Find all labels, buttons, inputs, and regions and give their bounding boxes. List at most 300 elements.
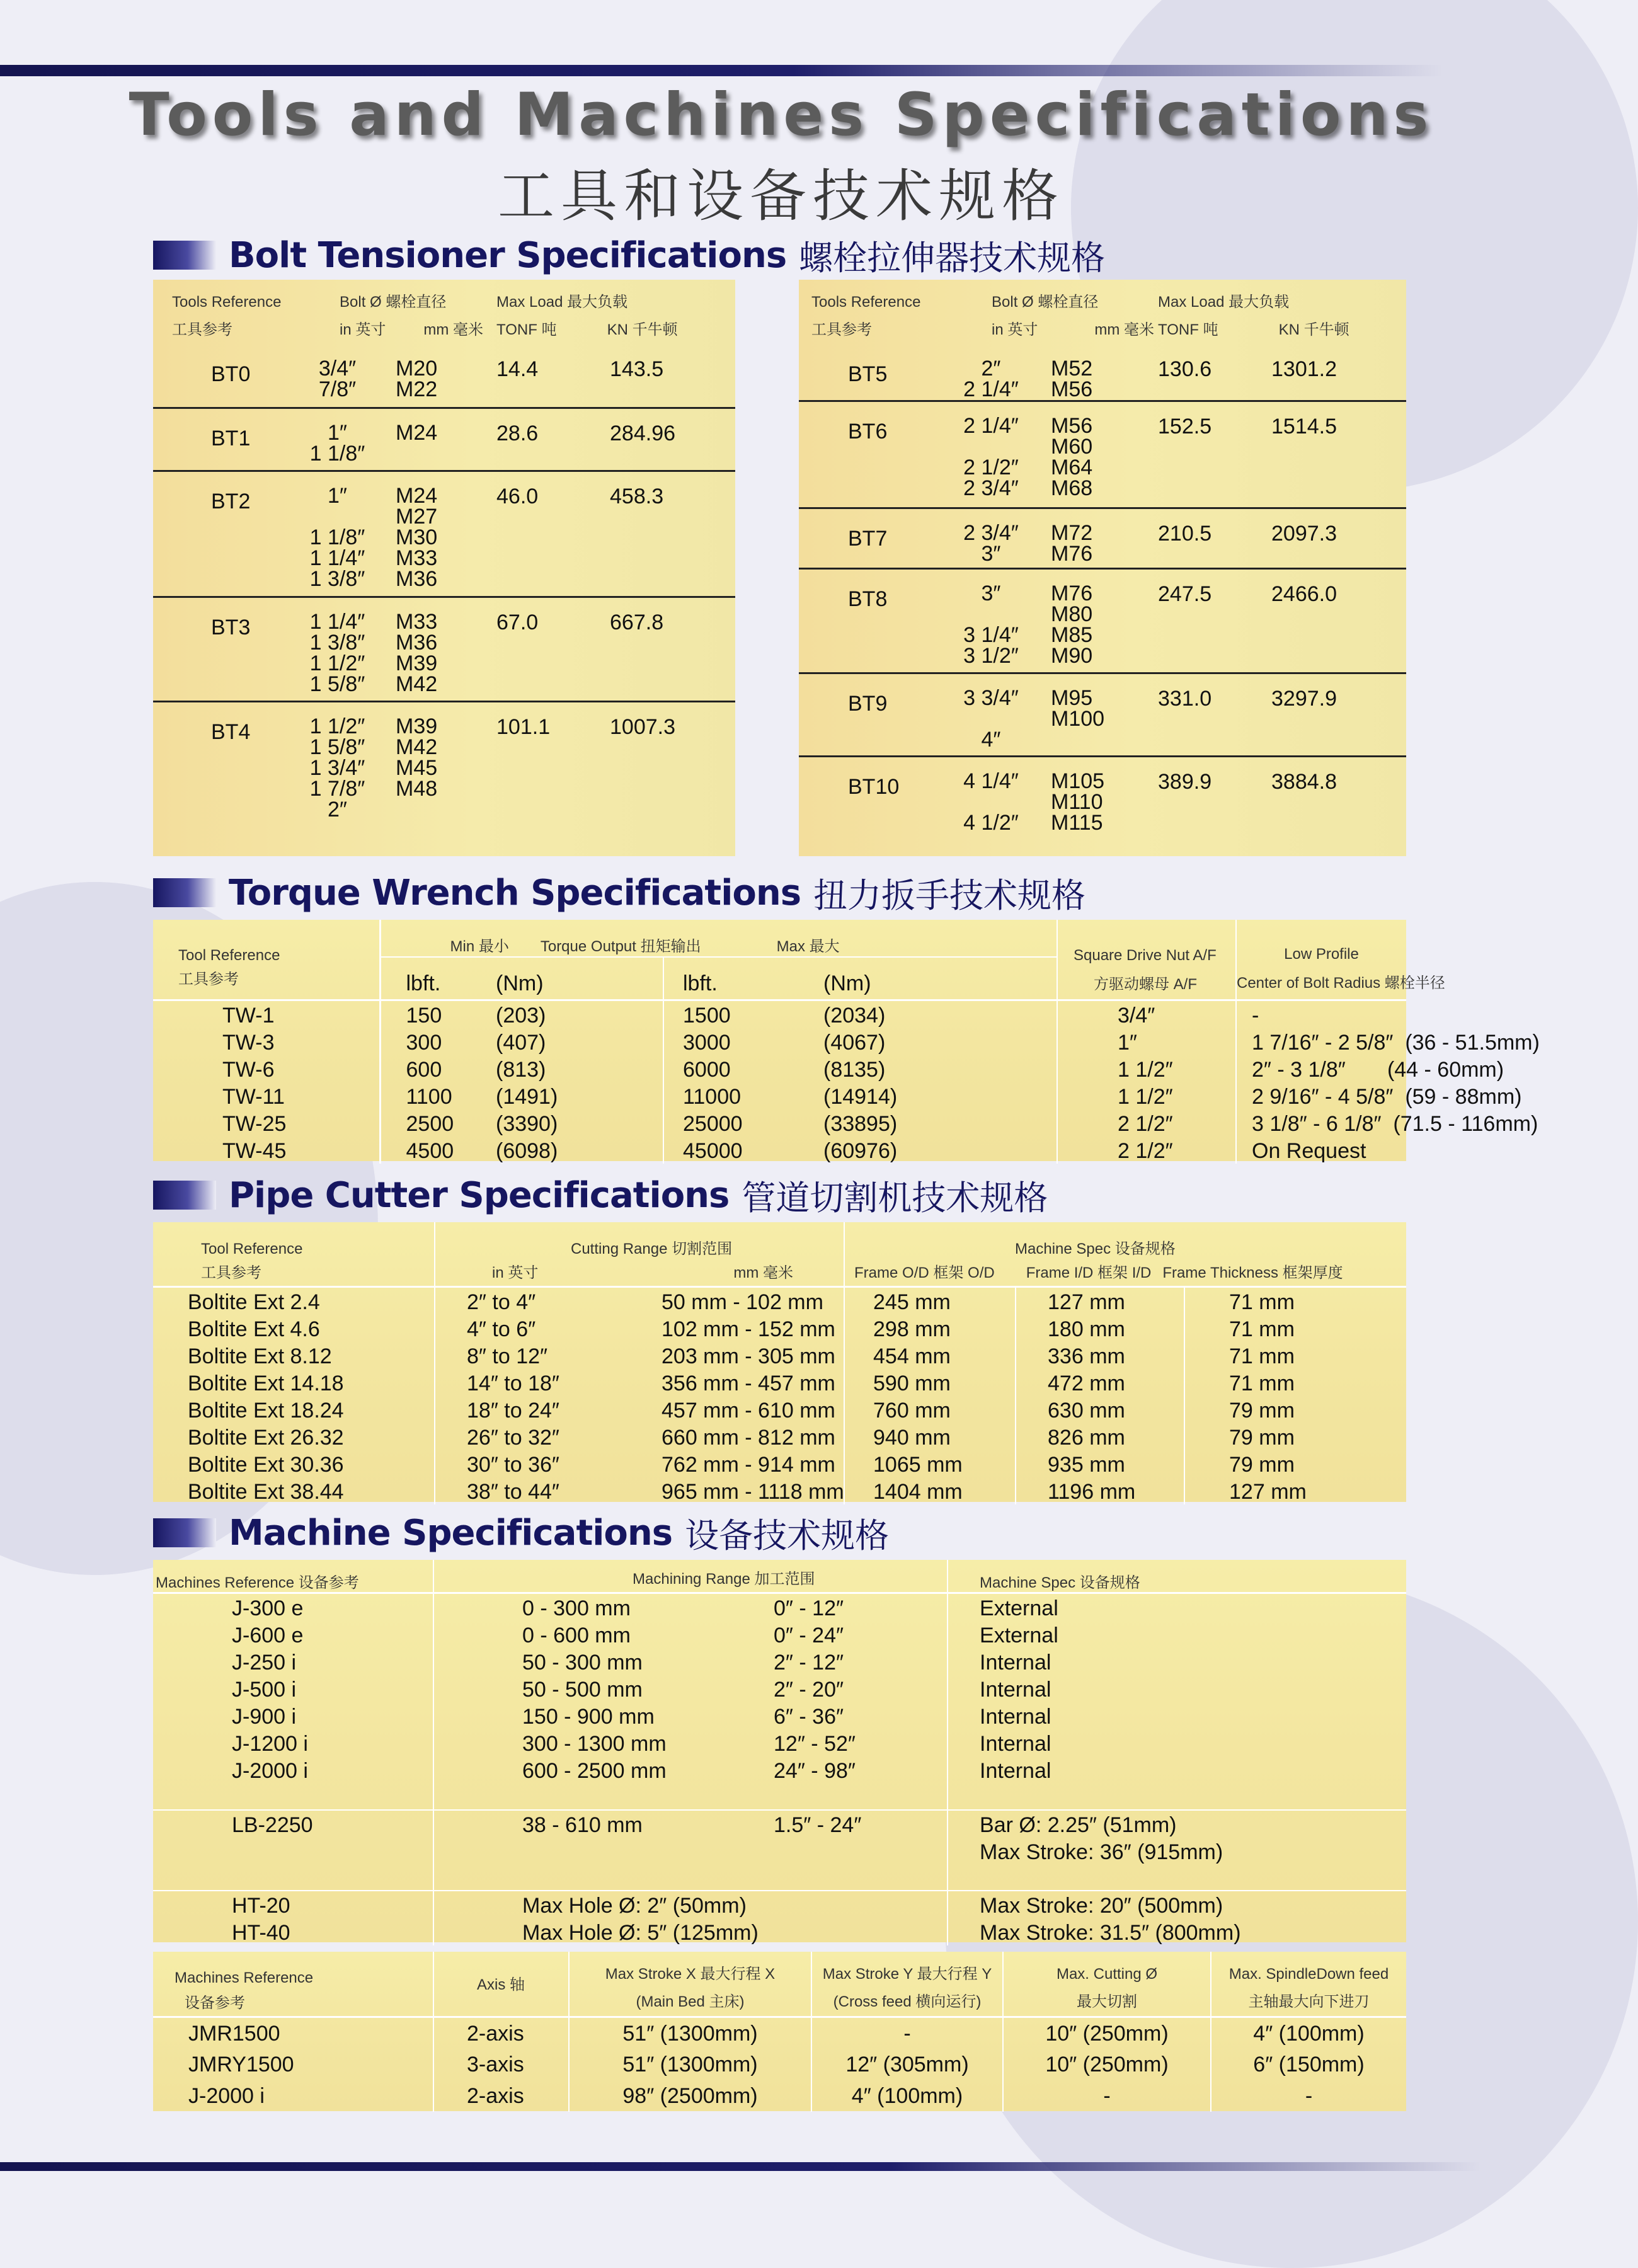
bolt-reference: BT1 — [153, 408, 279, 471]
pipe-row — [153, 1396, 1406, 1423]
machine-axis-table — [153, 1952, 1406, 2112]
bolt-reference: BT9 — [799, 673, 931, 757]
torque-row — [153, 1028, 1406, 1055]
axis: 3-axis — [433, 2049, 569, 2080]
header-machining-range: Machining Range 加工范围 — [433, 1560, 948, 1593]
min-lbft: 1100 — [406, 1085, 452, 1109]
machining-range-mm — [433, 1865, 755, 1891]
frame-thickness: 71 mm — [1229, 1290, 1295, 1314]
bolt-kn: 667.8 — [604, 597, 735, 701]
header-min: Min 最小 — [450, 938, 509, 955]
frame-od: 454 mm — [844, 1342, 1016, 1369]
bolt-mm: M95 M100 — [1051, 673, 1158, 757]
bolt-mm: M20 M22 — [396, 345, 496, 408]
min-lbft: 4500 — [406, 1139, 454, 1163]
cutting-range-inch: 30″ to 36″ — [467, 1452, 559, 1477]
machine-row — [153, 1865, 1406, 1891]
bolt-row — [799, 569, 1406, 673]
tool-reference: TW-45 — [153, 1137, 380, 1164]
machine-row — [153, 1729, 1406, 1756]
machine-spec: Internal — [980, 1678, 1051, 1702]
bolt-row — [153, 471, 735, 597]
cutting-range-inch: 2″ to 4″ — [467, 1290, 536, 1314]
max-lbft: 1500 — [683, 1004, 731, 1028]
header-frame-od: Frame O/D 框架 O/D — [854, 1264, 995, 1281]
machine-reference — [153, 1838, 433, 1865]
frame-thickness: 79 mm — [1229, 1425, 1295, 1450]
header-square-drive-cn: 方驱动螺母 A/F — [1094, 976, 1198, 993]
machining-range-mm — [433, 1838, 755, 1865]
bolt-row — [153, 597, 735, 701]
pipe-table — [153, 1222, 1406, 1504]
bolt-reference: BT3 — [153, 597, 279, 701]
square-drive: 2 1/2″ — [1057, 1109, 1236, 1137]
machine-row — [153, 1756, 1406, 1784]
bolt-tonf: 130.6 — [1158, 345, 1265, 401]
machining-range-inch: 0″ - 24″ — [755, 1621, 948, 1648]
square-drive: 1 1/2″ — [1057, 1055, 1236, 1082]
section-marker — [153, 241, 216, 270]
machining-range-inch: 2″ - 20″ — [755, 1675, 948, 1702]
frame-od: 1404 mm — [844, 1477, 1016, 1504]
low-profile-radius: 1 7/16″ - 2 5/8″ (36 - 51.5mm) — [1252, 1031, 1540, 1055]
machining-range-inch: 0″ - 12″ — [755, 1593, 948, 1622]
tool-reference: TW-25 — [153, 1109, 380, 1137]
machine-spec: Internal — [980, 1651, 1051, 1675]
machine-reference: HT-20 — [153, 1891, 433, 1918]
machine-reference: J-1200 i — [153, 1729, 433, 1756]
frame-od: 590 mm — [844, 1369, 1016, 1396]
machine-spec — [948, 1784, 1406, 1810]
bolt-row — [153, 701, 735, 820]
bolt-mm: M39 M42 M45 M48 — [396, 714, 438, 801]
machine-spec: External — [980, 1596, 1058, 1620]
header-machines-reference: Machines Reference 设备参考 — [153, 1560, 433, 1593]
max-cutting: 10″ (250mm) — [1003, 2017, 1211, 2049]
tool-reference: Boltite Ext 26.32 — [153, 1423, 435, 1450]
machining-range-inch: 1.5″ - 24″ — [755, 1810, 948, 1838]
frame-thickness: 71 mm — [1229, 1317, 1295, 1341]
min-nm: (813) — [474, 1055, 663, 1082]
max-nm: (60976) — [770, 1137, 1057, 1164]
cutting-range-inch: 4″ to 6″ — [467, 1317, 536, 1341]
frame-od: 1065 mm — [844, 1450, 1016, 1477]
bolt-tonf: 247.5 — [1158, 569, 1265, 673]
bolt-tonf: 46.0 — [496, 471, 604, 597]
square-drive: 3/4″ — [1057, 1000, 1236, 1029]
section-marker — [153, 1518, 216, 1547]
bolt-row — [799, 757, 1406, 849]
min-lbft: 150 — [406, 1004, 442, 1028]
bolt-tonf: 210.5 — [1158, 508, 1265, 569]
machine-row — [153, 1593, 1406, 1622]
header-bolt-diameter: Bolt Ø 螺栓直径 — [992, 294, 1099, 311]
machine-row — [153, 1621, 1406, 1648]
tool-reference: Boltite Ext 4.6 — [153, 1315, 435, 1342]
header-tools-reference: Tools Reference — [811, 294, 921, 311]
square-drive: 1″ — [1057, 1028, 1236, 1055]
axis: 2-axis — [433, 2017, 569, 2049]
cutting-range-inch: 8″ to 12″ — [467, 1344, 548, 1368]
header-tool-reference: Tool Reference — [201, 1240, 303, 1257]
frame-od: 245 mm — [844, 1286, 1016, 1315]
bolt-inch: 2″ 2 1/4″ — [931, 345, 1051, 401]
max-nm: (2034) — [770, 1000, 1057, 1029]
frame-id: 935 mm — [1016, 1450, 1184, 1477]
tool-reference: Boltite Ext 14.18 — [153, 1369, 435, 1396]
min-nm: (6098) — [474, 1137, 663, 1164]
max-stroke-y: - — [811, 2017, 1003, 2049]
header-torque-output: Torque Output 扭矩输出 — [540, 938, 701, 955]
machine-reference: J-600 e — [153, 1621, 433, 1648]
bolt-reference: BT4 — [211, 719, 251, 744]
bolt-tonf: 331.0 — [1158, 673, 1265, 757]
tool-reference: Boltite Ext 30.36 — [153, 1450, 435, 1477]
max-stroke-y: 4″ (100mm) — [811, 2080, 1003, 2112]
machining-range-mm: 600 - 2500 mm — [522, 1759, 667, 1783]
bolt-inch: 3″ 3 1/4″ 3 1/2″ — [931, 569, 1051, 673]
low-profile-radius: On Request — [1252, 1139, 1366, 1163]
section-heading-torque — [153, 871, 1085, 915]
frame-od: 760 mm — [844, 1396, 1016, 1423]
section-title: Pipe Cutter Specifications — [229, 1174, 730, 1216]
header-tool-reference-cn: 工具参考 — [201, 1264, 261, 1281]
frame-od: 940 mm — [844, 1423, 1016, 1450]
section-heading-machine — [153, 1511, 889, 1555]
low-profile-radius: - — [1252, 1004, 1259, 1028]
bolt-reference: BT5 — [799, 345, 931, 401]
header-main-bed: (Main Bed 主床) — [636, 1993, 745, 2010]
bolt-row — [799, 508, 1406, 569]
machine-table — [153, 1560, 1406, 1945]
torque-row — [153, 1082, 1406, 1109]
header-tonf: TONF 吨 — [1158, 321, 1218, 338]
bolt-tonf: 152.5 — [1158, 401, 1265, 508]
machining-range-inch — [755, 1784, 948, 1810]
bolt-kn: 2466.0 — [1265, 569, 1406, 673]
bolt-kn: 458.3 — [604, 471, 735, 597]
min-lbft: 300 — [406, 1031, 442, 1055]
header-kn: KN 千牛顿 — [1278, 321, 1349, 338]
machine-spec — [948, 1865, 1406, 1891]
bolt-inch: 3/4″ 7/8″ — [279, 345, 396, 408]
machine-reference: J-250 i — [153, 1648, 433, 1675]
machine-axis-row — [153, 2080, 1406, 2112]
header-machines-reference-cn: 设备参考 — [185, 1995, 245, 2012]
cutting-range-inch: 38″ to 44″ — [467, 1479, 559, 1504]
frame-thickness: 71 mm — [1229, 1371, 1295, 1395]
max-spindle-feed: 4″ (100mm) — [1253, 2022, 1365, 2046]
tool-reference: Boltite Ext 2.4 — [153, 1286, 435, 1315]
machining-range-inch: 6″ - 36″ — [755, 1702, 948, 1729]
frame-id: 127 mm — [1016, 1286, 1184, 1315]
machine-axis-row — [153, 2017, 1406, 2049]
tool-reference: TW-6 — [153, 1055, 380, 1082]
machine-spec: Internal — [980, 1732, 1051, 1756]
header-stroke-x: Max Stroke X 最大行程 X — [605, 1966, 776, 1983]
frame-thickness: 79 mm — [1229, 1452, 1295, 1477]
header-frame-thickness: Frame Thickness 框架厚度 — [1162, 1264, 1343, 1281]
bolt-kn: 1301.2 — [1265, 345, 1406, 401]
machine-reference — [153, 1784, 433, 1810]
max-nm: (33895) — [770, 1109, 1057, 1137]
machine-row — [153, 1648, 1406, 1675]
low-profile-radius: 2 9/16″ - 4 5/8″ (59 - 88mm) — [1252, 1085, 1522, 1109]
header-max-load: Max Load 最大负载 — [496, 294, 628, 311]
bolt-inch: 1 1/4″ 1 3/8″ 1 1/2″ 1 5/8″ — [279, 597, 396, 701]
bolt-reference: BT2 — [153, 471, 279, 597]
page-title: Tools and Machines Specifications — [129, 81, 1434, 149]
header-bolt-radius: Center of Bolt Radius 螺栓半径 — [1237, 975, 1445, 992]
header-stroke-y: Max Stroke Y 最大行程 Y — [822, 1966, 992, 1983]
machining-range-mm: 50 - 300 mm — [522, 1651, 643, 1675]
header-frame-id: Frame I/D 框架 I/D — [1026, 1264, 1152, 1281]
max-nm: (4067) — [770, 1028, 1057, 1055]
square-drive: 2 1/2″ — [1057, 1137, 1236, 1164]
max-lbft: 11000 — [683, 1085, 742, 1109]
header-inch: in 英寸 — [492, 1264, 539, 1281]
bolt-inch: 3 3/4″ 4″ — [931, 673, 1051, 757]
pipe-row — [153, 1315, 1406, 1342]
header-max-load: Max Load 最大负载 — [1158, 294, 1290, 311]
machine-row — [153, 1784, 1406, 1810]
bolt-reference: BT0 — [153, 345, 279, 408]
bolt-row — [799, 345, 1406, 401]
machining-range-mm: 300 - 1300 mm — [522, 1732, 667, 1756]
min-nm: (1491) — [474, 1082, 663, 1109]
torque-row — [153, 1109, 1406, 1137]
cutting-range-mm: 203 mm - 305 mm — [662, 1342, 844, 1369]
header-mm: mm 毫米 — [1094, 321, 1155, 338]
machining-range-inch: 12″ - 52″ — [755, 1729, 948, 1756]
bolt-kn: 3884.8 — [1271, 770, 1337, 794]
cutting-range-mm: 660 mm - 812 mm — [662, 1423, 844, 1450]
machining-range-mm: 150 - 900 mm — [522, 1705, 655, 1729]
min-lbft: 2500 — [406, 1112, 454, 1136]
torque-row — [153, 1137, 1406, 1164]
frame-id: 826 mm — [1016, 1423, 1184, 1450]
max-spindle-feed: - — [1305, 2083, 1313, 2108]
bolt-row — [153, 408, 735, 471]
section-title: Torque Wrench Specifications — [229, 872, 801, 914]
machine-spec: Internal — [980, 1705, 1051, 1729]
torque-row — [153, 1000, 1406, 1029]
max-cutting: - — [1003, 2080, 1211, 2112]
frame-id: 180 mm — [1016, 1315, 1184, 1342]
machine-spec: Internal — [980, 1759, 1051, 1783]
pipe-row — [153, 1477, 1406, 1504]
header-square-drive: Square Drive Nut A/F — [1074, 947, 1217, 964]
header-mm: mm 毫米 — [733, 1264, 794, 1281]
cutting-range-mm: 457 mm - 610 mm — [662, 1396, 844, 1423]
max-stroke-x: 51″ (1300mm) — [569, 2049, 811, 2080]
max-cutting: 10″ (250mm) — [1003, 2049, 1211, 2080]
section-title-cn: 扭力扳手技术规格 — [813, 875, 1086, 915]
header-min-nm: (Nm) — [474, 957, 663, 1000]
section-title-cn: 管道切割机技术规格 — [742, 1177, 1048, 1218]
tool-reference: TW-1 — [153, 1000, 380, 1029]
machine-spec: Max Stroke: 20″ (500mm) — [980, 1894, 1223, 1918]
machine-reference: JMRY1500 — [153, 2049, 433, 2080]
bolt-mm: M52 M56 — [1051, 345, 1158, 401]
section-title-cn: 设备技术规格 — [685, 1515, 890, 1555]
section-title-cn: 螺栓拉伸器技术规格 — [799, 238, 1106, 278]
bolt-inch: 4 1/4″ 4 1/2″ — [963, 769, 1019, 835]
header-max: Max 最大 — [776, 938, 840, 955]
header-min-lbft: lbft. — [380, 957, 474, 1000]
bolt-inch: 2 3/4″ 3″ — [931, 508, 1051, 569]
bolt-inch: 1″ 1 1/8″ 1 1/4″ 1 3/8″ — [279, 471, 396, 597]
header-cutting-range: Cutting Range 切割范围 — [571, 1240, 733, 1257]
machining-range-mm: 50 - 500 mm — [522, 1678, 643, 1702]
header-kn: KN 千牛顿 — [607, 321, 678, 338]
bolt-mm: M33 M36 M39 M42 — [396, 597, 496, 701]
bolt-row — [799, 401, 1406, 508]
header-max-nm — [770, 957, 1057, 1000]
bolt-mm: M24 — [396, 408, 496, 471]
machining-range-inch: 24″ - 98″ — [755, 1756, 948, 1784]
header-tools-reference-cn: 工具参考 — [811, 321, 872, 338]
header-max-nm-label: (Nm) — [823, 971, 871, 995]
max-nm: (14914) — [770, 1082, 1057, 1109]
bolt-mm: M56 M60 M64 M68 — [1051, 401, 1158, 508]
bolt-reference: BT10 — [848, 775, 900, 799]
machine-reference: LB-2250 — [153, 1810, 433, 1838]
machine-row — [153, 1810, 1406, 1838]
cutting-range-mm: 356 mm - 457 mm — [662, 1369, 844, 1396]
machining-range-inch — [755, 1918, 948, 1945]
bolt-kn: 3297.9 — [1265, 673, 1406, 757]
bolt-tonf: 101.1 — [496, 714, 551, 739]
torque-table — [153, 920, 1540, 1164]
header-machine-spec: Machine Spec 设备规格 — [948, 1560, 1406, 1593]
tool-reference: Boltite Ext 8.12 — [153, 1342, 435, 1369]
bottom-rule — [0, 2162, 1480, 2171]
cutting-range-inch: 18″ to 24″ — [467, 1398, 559, 1423]
bolt-mm: M76 M80 M85 M90 — [1051, 569, 1158, 673]
low-profile-radius: 2″ - 3 1/8″ (44 - 60mm) — [1252, 1058, 1504, 1082]
frame-id: 1196 mm — [1016, 1477, 1184, 1504]
section-title: Bolt Tensioner Specifications — [229, 234, 787, 276]
machining-range-mm: Max Hole Ø: 2″ (50mm) — [522, 1894, 747, 1918]
pipe-row — [153, 1450, 1406, 1477]
bolt-tonf: 67.0 — [496, 597, 604, 701]
bolt-table-left — [153, 280, 735, 820]
max-nm: (8135) — [770, 1055, 1057, 1082]
tool-reference: Boltite Ext 18.24 — [153, 1396, 435, 1423]
pipe-row — [153, 1369, 1406, 1396]
machine-row — [153, 1918, 1406, 1945]
machining-range-mm: 0 - 300 mm — [522, 1596, 631, 1620]
max-stroke-x: 98″ (2500mm) — [569, 2080, 811, 2112]
max-lbft: 6000 — [683, 1058, 731, 1082]
header-max-lbft: lbft. — [663, 957, 770, 1000]
bolt-row — [153, 345, 735, 408]
machine-spec: Max Stroke: 31.5″ (800mm) — [980, 1921, 1241, 1945]
machine-row — [153, 1675, 1406, 1702]
machine-reference: J-900 i — [153, 1702, 433, 1729]
bolt-table-right — [799, 280, 1406, 849]
cutting-range-mm: 965 mm - 1118 mm — [662, 1477, 844, 1504]
bolt-kn: 1514.5 — [1265, 401, 1406, 508]
bolt-mm: M105 M110 M115 — [1051, 769, 1105, 835]
min-nm: (3390) — [474, 1109, 663, 1137]
section-heading-bolt — [153, 233, 1105, 277]
machine-spec: Max Stroke: 36″ (915mm) — [980, 1840, 1223, 1864]
machine-reference — [153, 1865, 433, 1891]
low-profile-radius: 3 1/8″ - 6 1/8″ (71.5 - 116mm) — [1252, 1112, 1538, 1136]
frame-thickness: 127 mm — [1229, 1479, 1307, 1504]
bolt-reference: BT7 — [799, 508, 931, 569]
machining-range-inch — [755, 1865, 948, 1891]
header-machines-reference: Machines Reference — [175, 1969, 314, 1986]
max-lbft: 3000 — [683, 1031, 731, 1055]
torque-row — [153, 1055, 1406, 1082]
max-spindle-feed: 6″ (150mm) — [1253, 2052, 1365, 2076]
machining-range-inch: 2″ - 12″ — [755, 1648, 948, 1675]
cutting-range-mm: 102 mm - 152 mm — [662, 1315, 844, 1342]
header-inch: in 英寸 — [992, 321, 1038, 338]
top-rule — [0, 65, 1443, 76]
machine-spec: Bar Ø: 2.25″ (51mm) — [980, 1813, 1177, 1837]
frame-od: 298 mm — [844, 1315, 1016, 1342]
bolt-reference: BT8 — [799, 569, 931, 673]
machine-reference: J-2000 i — [153, 1756, 433, 1784]
machining-range-mm — [433, 1784, 755, 1810]
tool-reference: Boltite Ext 38.44 — [153, 1477, 435, 1504]
header-mm: mm 毫米 — [423, 321, 484, 338]
bolt-tonf: 14.4 — [496, 345, 604, 408]
header-tool-reference-cn: 工具参考 — [178, 971, 239, 988]
section-heading-pipe — [153, 1173, 1048, 1217]
machining-range-mm: Max Hole Ø: 5″ (125mm) — [522, 1921, 759, 1945]
header-tool-reference: Tool Reference — [178, 947, 280, 964]
machine-row — [153, 1702, 1406, 1729]
square-drive: 1 1/2″ — [1057, 1082, 1236, 1109]
max-lbft: 25000 — [683, 1112, 743, 1136]
bolt-row — [799, 673, 1406, 757]
pipe-row — [153, 1286, 1406, 1315]
header-machine-spec: Machine Spec 设备规格 — [1015, 1240, 1176, 1257]
max-stroke-y: 12″ (305mm) — [811, 2049, 1003, 2080]
machine-reference: JMR1500 — [153, 2017, 433, 2049]
header-axis: Axis 轴 — [433, 1952, 569, 2017]
cutting-range-inch: 14″ to 18″ — [467, 1371, 559, 1395]
machine-reference: J-2000 i — [153, 2080, 433, 2112]
header-low-profile: Low Profile — [1284, 946, 1359, 963]
frame-id: 472 mm — [1016, 1369, 1184, 1396]
cutting-range-inch: 26″ to 32″ — [467, 1425, 559, 1450]
bolt-tonf: 28.6 — [496, 408, 604, 471]
header-bolt-diameter: Bolt Ø 螺栓直径 — [340, 294, 447, 311]
min-lbft: 600 — [406, 1058, 442, 1082]
min-nm: (407) — [474, 1028, 663, 1055]
frame-thickness: 79 mm — [1229, 1398, 1295, 1423]
pipe-row — [153, 1342, 1406, 1369]
frame-id: 630 mm — [1016, 1396, 1184, 1423]
header-tools-reference-cn: 工具参考 — [172, 321, 232, 338]
bolt-reference: BT6 — [799, 401, 931, 508]
header-tonf: TONF 吨 — [496, 321, 557, 338]
machine-row — [153, 1838, 1406, 1865]
bolt-mm: M24 M27 M30 M33 M36 — [396, 471, 496, 597]
bolt-inch: 1 1/2″ 1 5/8″ 1 3/4″ 1 7/8″ 2″ — [309, 714, 365, 822]
header-max-cutting-cn: 最大切割 — [1077, 1993, 1137, 2010]
frame-thickness: 71 mm — [1229, 1344, 1295, 1368]
machining-range-mm: 0 - 600 mm — [522, 1624, 631, 1647]
bolt-kn: 143.5 — [604, 345, 735, 408]
machining-range-inch — [755, 1891, 948, 1918]
